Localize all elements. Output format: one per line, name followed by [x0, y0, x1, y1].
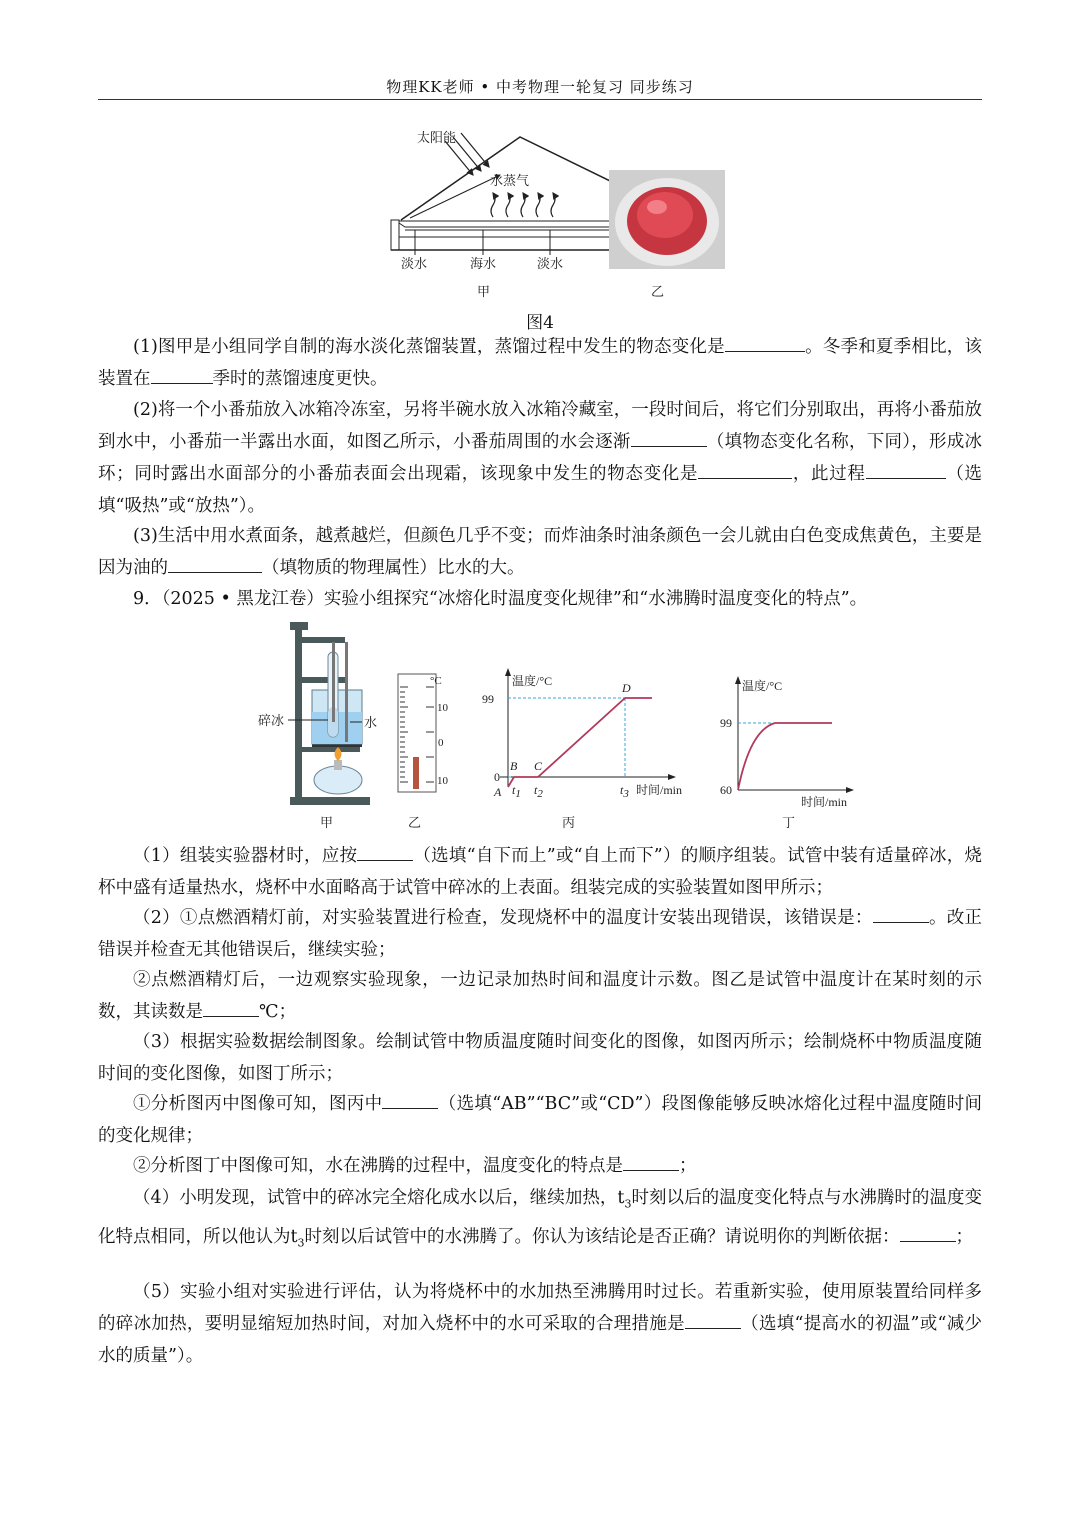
fig-bing-label: 丙 — [562, 815, 576, 830]
q9-part2-2: ②点燃酒精灯后，一边观察实验现象，一边记录加热时间和温度计示数。图乙是试管中温度计在某时刻的示数，其读数是 ℃； — [98, 970, 982, 1022]
answer-blank[interactable] — [168, 554, 262, 573]
tomato-photo — [609, 170, 725, 300]
answer-blank[interactable] — [382, 1090, 438, 1109]
fig-yi-label: 乙 — [408, 815, 422, 830]
answer-blank[interactable] — [685, 1310, 741, 1329]
figure-4-caption: 图4 — [526, 313, 554, 333]
point-D: D — [622, 681, 631, 695]
fig-jia-label: 甲 — [320, 815, 334, 830]
left-freshwater-label: 淡水 — [401, 257, 428, 272]
apparatus-diagram — [258, 622, 377, 830]
answer-blank[interactable] — [698, 460, 792, 479]
q9-part5: （5）实验小组对实验进行评估，认为将烧杯中的水加热至沸腾用时过长。若重新实验，使用原装置给同样多的碎冰加热，要明显缩短加热时间，对加入烧杯中的水可采取的合理措施是 （选填“提高水的初温”或“减少水的质量”）。 — [98, 1282, 982, 1366]
ding-data-line — [738, 723, 832, 790]
figure-4 — [385, 125, 735, 305]
ding-xlabel: 时间/min — [801, 795, 848, 809]
q9-stem: 9．（2025 • 黑龙江卷）实验小组探究“冰熔化时温度变化规律”和“水沸腾时温度变化的特点”。 — [133, 589, 868, 609]
tick-t3: t3 — [620, 783, 629, 800]
q8-part3: (3)生活中用水煮面条，越煮越烂，但颜色几乎不变；而炸油条时油条颜色一会儿就由白色变成焦黄色，主要是因为油的 （填物质的物理属性）比水的大。 — [98, 526, 982, 578]
bing-tick-99: 99 — [482, 692, 494, 706]
answer-blank[interactable] — [873, 904, 929, 923]
q9-part2: （2）①点燃酒精灯前，对实验装置进行检查，发现烧杯中的温度计安装出现错误，该错误是： 。改正错误并检查无其他错误后，继续实验； — [98, 902, 982, 966]
thermometer-unit: °C — [430, 675, 442, 687]
q9-part4: （4）小明发现，试管中的碎冰完全熔化成水以后，继续加热，$t_3$时刻以后的温度变化特点与水沸腾时的温度变化特点相同，所以他认为$t_3$时刻以后试管中的水沸腾了。你认为该结论是否正确？请说明你的判断依据： ； — [98, 1188, 983, 1249]
q9-part1: （1）组装实验器材时，应按 （选填“自下而上”或“自上而下”）的顺序组装。试管中装有适量碎冰，烧杯中盛有适量热水，烧杯中水面略高于试管中碎冰的上表面。组装完成的实验装置如图甲所示； — [98, 840, 982, 904]
seawater-label: 海水 — [470, 257, 497, 272]
ding-tick-99: 99 — [720, 716, 732, 730]
jia-label: 甲 — [477, 285, 491, 300]
point-A: A — [494, 785, 502, 799]
figure-q9 — [250, 612, 870, 837]
answer-blank[interactable] — [623, 1152, 679, 1171]
bing-tick-0: 0 — [494, 770, 500, 784]
q9-part3-2: ②分析图丁中图像可知，水在沸腾的过程中，温度变化的特点是 ； — [98, 1150, 982, 1182]
page-header: 物理KK老师 • 中考物理一轮复习 同步练习 — [386, 78, 694, 96]
answer-blank[interactable] — [866, 460, 946, 479]
tick-t1: t1 — [512, 783, 521, 800]
ice-label: 碎冰 — [258, 713, 285, 728]
sun-label: 太阳能 — [417, 131, 457, 146]
chart-ding — [720, 676, 854, 830]
tick-t2: t2 — [534, 783, 543, 800]
ding-tick-60: 60 — [720, 783, 732, 797]
answer-blank[interactable] — [631, 428, 707, 447]
right-freshwater-label: 淡水 — [537, 257, 564, 272]
vapor-label: 水蒸气 — [490, 174, 530, 189]
q8-part2: (2)将一个小番茄放入冰箱冷冻室，另将半碗水放入冰箱冷藏室，一段时间后，将它们分别取出，再将小番茄放到水中，小番茄一半露出水面，如图乙所示，小番茄周围的水会逐渐 （填物态变化名称，下同），形成冰环；同时露出水面部分的小番茄表面会出现霜，该现象中发生的物态变化是 ，此过程 （选填“吸热”或“放热”）。 — [98, 400, 983, 516]
thermometer-diagram — [398, 674, 449, 830]
thermometer-tick: 0 — [438, 737, 444, 749]
thermometer-tick: 10 — [437, 775, 448, 787]
point-B: B — [510, 759, 518, 773]
chart-bing — [482, 668, 682, 830]
thermometer-tick: 10 — [437, 702, 448, 714]
answer-blank[interactable] — [357, 842, 413, 861]
q9-part3: （3）根据实验数据绘制图象。绘制试管中物质温度随时间变化的图像，如图丙所示；绘制烧杯中物质温度随时间的变化图像，如图丁所示； — [98, 1032, 982, 1084]
q8-part1: (1)图甲是小组同学自制的海水淡化蒸馏装置，蒸馏过程中发生的物态变化是 。冬季和夏季相比，该装置在 季时的蒸馏速度更快。 — [98, 331, 982, 395]
answer-blank[interactable] — [203, 998, 259, 1017]
answer-blank[interactable] — [151, 365, 213, 384]
point-C: C — [534, 759, 543, 773]
bing-data-line — [508, 698, 652, 787]
answer-blank[interactable] — [725, 333, 805, 352]
ding-ylabel: 温度/°C — [742, 679, 783, 693]
bing-xlabel: 时间/min — [636, 783, 683, 797]
q9-part3-1: ①分析图丙中图像可知，图丙中 （选填“AB”“BC”或“CD”）段图像能够反映冰熔化过程中温度随时间的变化规律； — [98, 1088, 982, 1152]
answer-blank[interactable] — [900, 1223, 956, 1242]
fig-ding-label: 丁 — [782, 815, 796, 830]
water-label: 水 — [364, 715, 378, 730]
bing-ylabel: 温度/°C — [512, 674, 553, 688]
header-rule — [98, 99, 982, 100]
yi-label: 乙 — [651, 285, 665, 300]
